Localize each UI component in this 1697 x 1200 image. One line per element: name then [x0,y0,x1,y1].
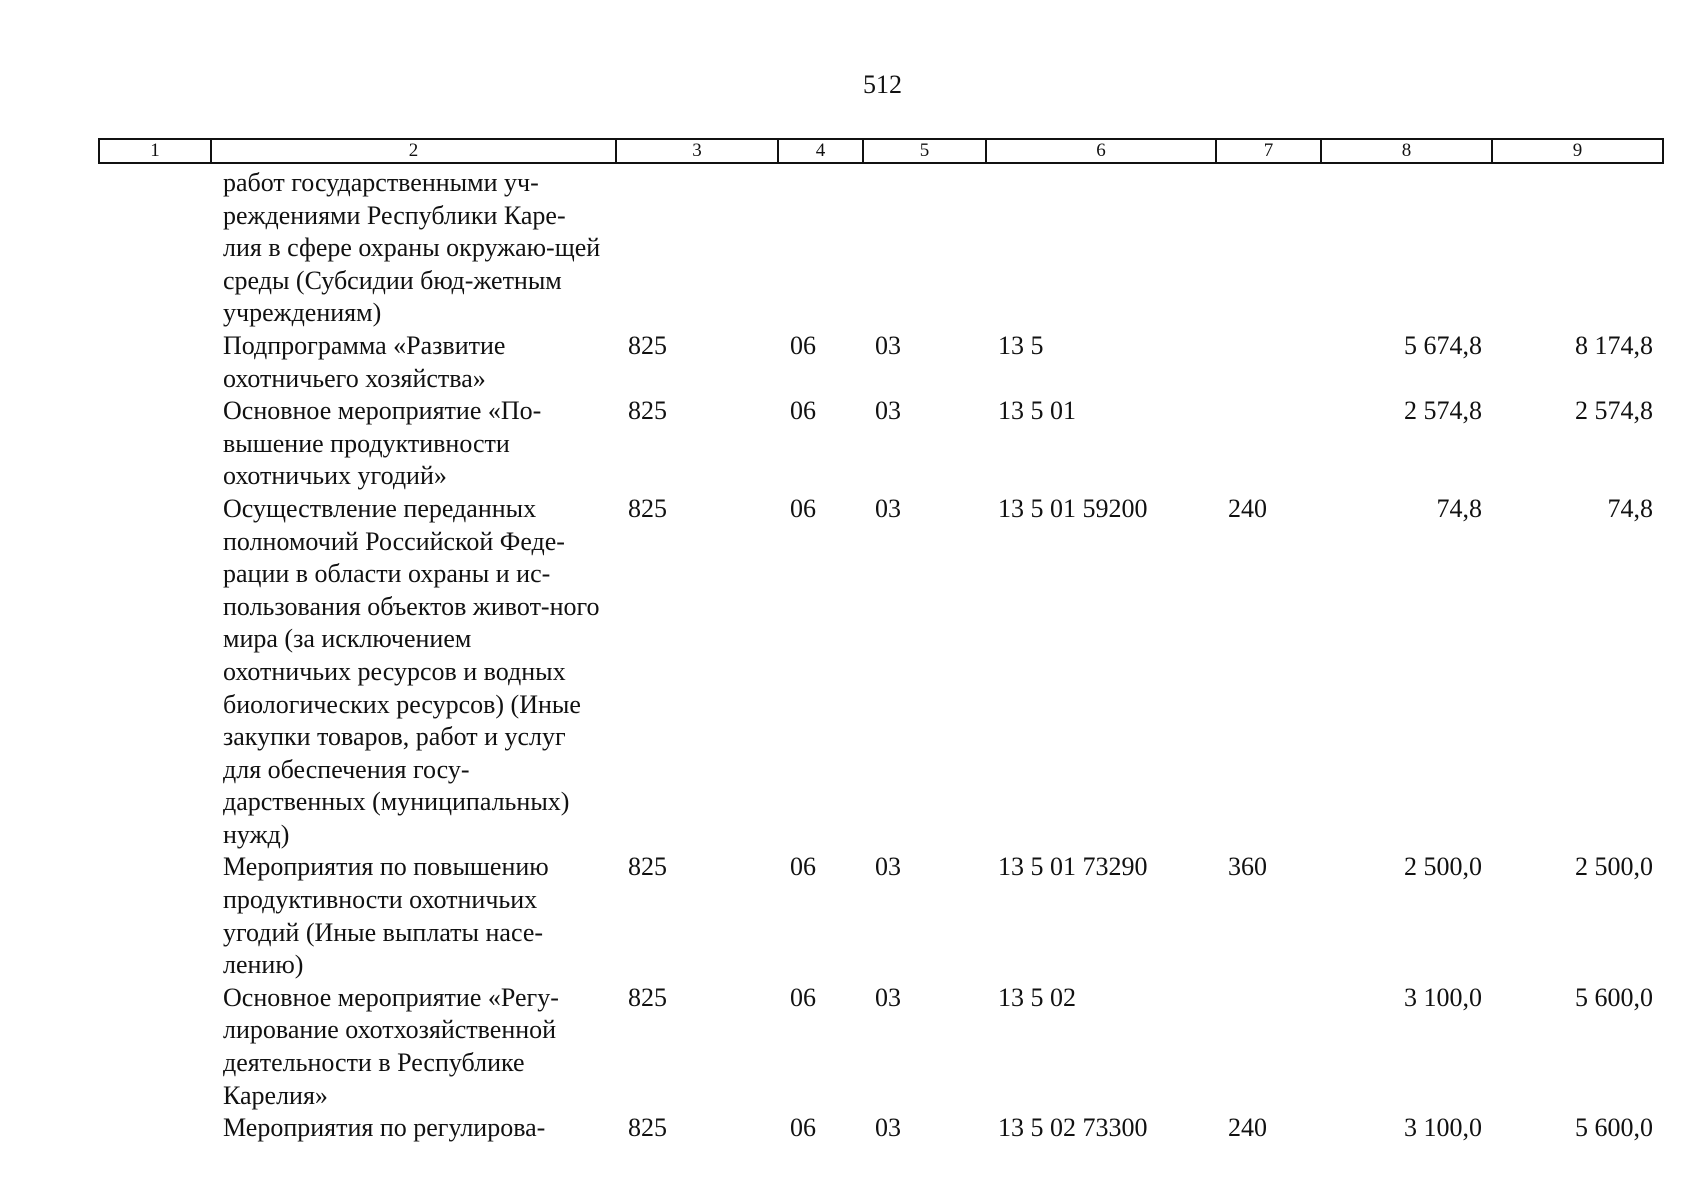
cell-expense-type: 240 [1228,1113,1267,1143]
table-header [99,139,1663,163]
cell-col-1 [99,395,211,493]
header-col-8: 8 [1321,139,1492,163]
cell-amount-9: 8 174,8 [1575,330,1653,360]
header-col-6: 6 [986,139,1216,163]
cell-section: 06 [790,396,816,426]
cell-name: Подпрограмма «Развитие охотничьего хозяйства» [223,330,506,393]
cell-ministry-code: 825 [628,852,667,882]
cell-subsection: 03 [875,1113,901,1143]
cell-name: Мероприятия по регулирова- [223,1113,546,1143]
cell-target-article: 13 5 01 [998,396,1076,426]
cell-name: работ государственными уч-реждениями Республики Каре-лия в сфере охраны окружаю-щей среды (Субсидии бюд-жетным учреждениям) [223,168,601,328]
cell-ministry-code: 825 [628,396,667,426]
cell-amount-8 [1321,163,1492,330]
cell-subsection: 03 [875,982,901,1012]
cell-col-1 [99,163,211,330]
cell-col-1 [99,982,211,1112]
cell-amount-8: 2 574,8 [1404,396,1482,426]
cell-amount-8: 5 674,8 [1404,330,1482,360]
header-col-1: 1 [99,139,211,163]
cell-amount-9 [1492,163,1663,330]
cell-expense-type [1216,163,1321,330]
cell-amount-8: 74,8 [1436,493,1482,523]
cell-subsection: 03 [875,396,901,426]
cell-name: Мероприятия по повышению продуктивности охотничьих угодий (Иные выплаты насе-лению) [223,852,549,980]
cell-subsection [863,163,986,330]
header-col-2: 2 [211,139,616,163]
header-col-3: 3 [616,139,778,163]
cell-expense-type [1216,982,1321,1112]
cell-amount-8: 3 100,0 [1404,982,1482,1012]
cell-amount-9: 2 500,0 [1575,852,1653,882]
cell-amount-9: 2 574,8 [1575,396,1653,426]
cell-section: 06 [790,1113,816,1143]
cell-ministry-code: 825 [628,493,667,523]
cell-amount-9: 74,8 [1607,493,1653,523]
cell-name: Осуществление переданных полномочий Российской Феде-рации в области охраны и ис-пользования объектов живот-ного мира (за исключением охотничьих ресурсов и водных биологических ресурсов) (Иные закупки товаров, работ и услуг для обеспечения госу-дарственных (муниципальных) нужд) [223,493,600,849]
cell-target-article: 13 5 01 59200 [998,493,1148,523]
cell-expense-type: 360 [1228,852,1267,882]
cell-target-article: 13 5 02 73300 [998,1113,1148,1143]
table-row [99,982,1663,1112]
cell-section: 06 [790,982,816,1012]
cell-amount-8: 3 100,0 [1404,1113,1482,1143]
cell-target-article [986,163,1216,330]
cell-col-1 [99,851,211,981]
table-row [99,851,1663,981]
cell-section: 06 [790,493,816,523]
cell-ministry-code [616,163,778,330]
cell-section: 06 [790,852,816,882]
table-row [99,1112,1663,1145]
header-row [99,139,1663,163]
table-row [99,395,1663,493]
cell-name: Основное мероприятие «По-вышение продуктивности охотничьих угодий» [223,396,542,491]
budget-table [98,138,1664,1145]
cell-expense-type: 240 [1228,493,1267,523]
table-row [99,330,1663,395]
cell-amount-8: 2 500,0 [1404,852,1482,882]
header-col-7: 7 [1216,139,1321,163]
table-row [99,163,1663,330]
header-col-5: 5 [863,139,986,163]
cell-target-article: 13 5 [998,330,1044,360]
table-row [99,493,1663,852]
cell-expense-type [1216,395,1321,493]
header-col-4: 4 [778,139,863,163]
cell-col-1 [99,1112,211,1145]
budget-table-container [98,138,1662,1145]
cell-subsection: 03 [875,330,901,360]
cell-col-1 [99,493,211,852]
cell-ministry-code: 825 [628,982,667,1012]
cell-expense-type [1216,330,1321,395]
cell-amount-9: 5 600,0 [1575,982,1653,1012]
cell-name: Основное мероприятие «Регу-лирование охотхозяйственной деятельности в Республике Карелия» [223,982,559,1110]
table-body [99,163,1663,1145]
cell-section: 06 [790,330,816,360]
cell-subsection: 03 [875,852,901,882]
page-number: 512 [863,70,902,99]
cell-amount-9: 5 600,0 [1575,1113,1653,1143]
cell-ministry-code: 825 [628,330,667,360]
cell-col-1 [99,330,211,395]
header-col-9: 9 [1492,139,1663,163]
cell-subsection: 03 [875,493,901,523]
cell-target-article: 13 5 01 73290 [998,852,1148,882]
cell-target-article: 13 5 02 [998,982,1076,1012]
cell-ministry-code: 825 [628,1113,667,1143]
cell-section [778,163,863,330]
